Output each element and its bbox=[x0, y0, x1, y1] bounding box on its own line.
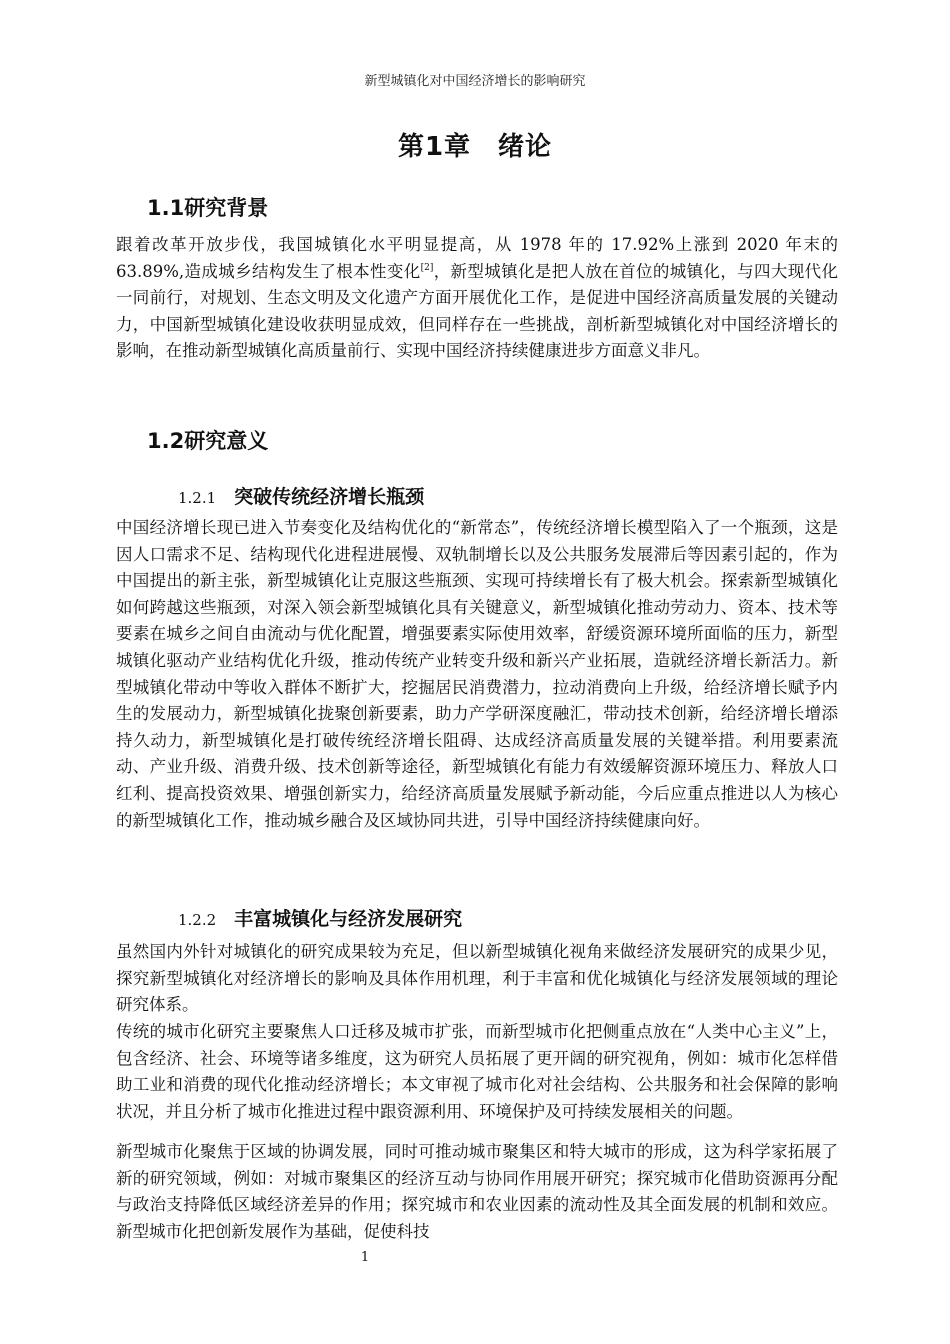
paragraph-research-3: 新型城市化聚焦于区域的协调发展，同时可推动城市聚集区和特大城市的形成，这为科学家拓展了新的研究领域，例如：对城市聚集区的经济互动与协同作用展开研究；探究城市化借助资源再分配与政治支持降低区域经济差异的作用；探究城市和农业因素的流动性及其全面发展的机制和效应。新型城市化把创新发展作为基础，促使科技 bbox=[116, 1142, 838, 1241]
subsection-number: 1.2.1 bbox=[178, 489, 217, 507]
subsection-title: 突破传统经济增长瓶颈 bbox=[234, 486, 425, 508]
section-heading-1-1: 1.1研究背景 bbox=[147, 196, 269, 220]
chapter-title: 第1章 绪论 bbox=[397, 132, 553, 162]
paragraph-research-1: 虽然国内外针对城镇化的研究成果较为充足，但以新型城镇化视角来做经济发展研究的成果少见，探究新型城镇化对经济增长的影响及具体作用机理，利于丰富和优化城镇化与经济发展领域的理论研究体系。 bbox=[116, 942, 838, 1015]
subsection-number: 1.2.2 bbox=[178, 911, 217, 929]
subsection-heading-1-2-1 bbox=[178, 482, 424, 509]
page-number: 1 bbox=[360, 1250, 370, 1265]
subsection-heading-1-2-2 bbox=[178, 904, 462, 931]
section-heading-1-2: 1.2研究意义 bbox=[147, 429, 269, 453]
subsection-title: 丰富城镇化与经济发展研究 bbox=[234, 908, 463, 930]
paragraph-background bbox=[116, 232, 838, 365]
paragraph-background-text-b: ，新型城镇化是把人放在首位的城镇化，与四大现代化一同前行，对规划、生态文明及文化遗产方面开展优化工作，是促进中国经济高质量发展的关键动力，中国新型城镇化建设收获明显成效，但同样存在一些挑战，剖析新型城镇化对中国经济增长的影响，在推动新型城镇化高质量前行、实现中国经济持续健康进步方面意义非凡。 bbox=[116, 261, 838, 361]
paragraph-background-text-a: 跟着改革开放步伐，我国城镇化水平明显提高，从 1978 年的 17.92%上涨到 2020 年末的 63.89%,造成城乡结构发生了根本性变化 bbox=[116, 235, 838, 281]
paragraph-bottleneck: 中国经济增长现已进入节奏变化及结构优化的“新常态”，传统经济增长模型陷入了一个瓶颈，这是因人口需求不足、结构现代化进程进展慢、双轨制增长以及公共服务发展滞后等因素引起的，作为中国提出的新主张，新型城镇化让克服这些瓶颈、实现可持续增长有了极大机会。探索新型城镇化如何跨越这些瓶颈，对深入领会新型城镇化具有关键意义，新型城镇化推动劳动力、资本、技术等要素在城乡之间自由流动与优化配置，增强要素实际使用效率，舒缓资源环境所面临的压力，新型城镇化驱动产业结构优化升级，推动传统产业转变升级和新兴产业拓展，造就经济增长新活力。新型城镇化带动中等收入群体不断扩大，挖掘居民消费潜力，拉动消费向上升级，给经济增长赋予内生的发展动力，新型城镇化拢聚创新要素，助力产学研深度融汇，带动技术创新，给经济增长增添持久动力，新型城镇化是打破传统经济增长阻碍、达成经济高质量发展的关键举措。利用要素流动、产业升级、消费升级、技术创新等途径，新型城镇化有能力有效缓解资源环境压力、释放人口红利、提高投资效果、增强创新实力，给经济高质量发展赋予新动能，今后应重点推进以人为核心的新型城镇化工作，推动城乡融合及区域协同共进，引导中国经济持续健康向好。 bbox=[116, 518, 838, 830]
paragraph-research-2: 传统的城市化研究主要聚焦人口迁移及城市扩张，而新型城市化把侧重点放在“人类中心主义”上，包含经济、社会、环境等诸多维度，这为研究人员拓展了更开阔的研究视角，例如：城市化怎样借助工业和消费的现代化推动经济增长；本文审视了城市化对社会结构、公共服务和社会保障的影响状况，并且分析了城市化推进过程中跟资源利用、环境保护及可持续发展相关的问题。 bbox=[116, 1022, 838, 1121]
citation-ref: [2] bbox=[420, 262, 434, 273]
running-header: 新型城镇化对中国经济增长的影响研究 bbox=[364, 74, 586, 89]
